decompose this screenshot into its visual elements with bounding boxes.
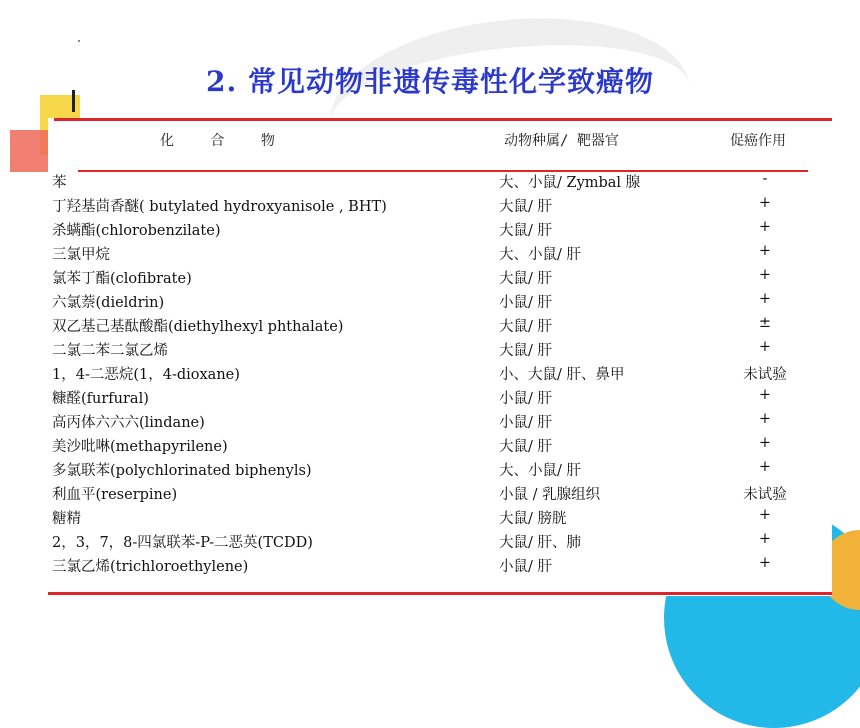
effect-cell: 未试验 bbox=[743, 367, 787, 383]
decorative-dot bbox=[78, 40, 80, 42]
table-row bbox=[52, 504, 832, 528]
effect-cell: + bbox=[758, 387, 772, 403]
effect-cell: + bbox=[758, 219, 772, 235]
compound-cell: 二氯二苯二氯乙烯 bbox=[52, 343, 168, 359]
compound-cell: 2，3，7，8-四氯联苯-P-二恶英(TCDD) bbox=[52, 535, 313, 551]
table-top-rule bbox=[54, 118, 832, 121]
compound-cell: 双乙基己基酞酸酯(diethylhexyl phthalate) bbox=[52, 319, 344, 335]
effect-cell: + bbox=[758, 267, 772, 283]
effect-cell: + bbox=[758, 459, 772, 475]
slide-title: 2. 常见动物非遗传毒性化学致癌物 bbox=[206, 65, 654, 98]
compound-cell: 糖精 bbox=[52, 511, 81, 527]
species-cell: 大、小鼠/ 肝 bbox=[499, 247, 581, 263]
table-row bbox=[52, 432, 832, 456]
table-row bbox=[52, 264, 832, 288]
species-cell: 大鼠/ 肝 bbox=[499, 271, 552, 287]
species-cell: 大鼠/ 膀胱 bbox=[499, 511, 567, 527]
effect-cell: + bbox=[758, 243, 772, 259]
table-row bbox=[52, 384, 832, 408]
effect-cell: ± bbox=[758, 315, 772, 331]
compound-cell: 六氯萘(dieldrin) bbox=[52, 295, 165, 311]
compound-cell: 三氯乙烯(trichloroethylene) bbox=[52, 559, 249, 575]
compound-cell: 三氯甲烷 bbox=[52, 247, 110, 263]
header-compound: 化 合 物 bbox=[160, 133, 289, 149]
species-cell: 小、大鼠/ 肝、鼻甲 bbox=[499, 367, 625, 383]
table-row bbox=[52, 408, 832, 432]
table-row bbox=[52, 336, 832, 360]
effect-cell: + bbox=[758, 435, 772, 451]
table-row bbox=[52, 216, 832, 240]
table-row bbox=[52, 456, 832, 480]
species-cell: 小鼠 / 乳腺组织 bbox=[499, 487, 601, 503]
effect-cell: - bbox=[762, 171, 768, 187]
compound-cell: 糠醛(furfural) bbox=[52, 391, 149, 407]
compound-cell: 杀螨酯(chlorobenzilate) bbox=[52, 223, 221, 239]
species-cell: 大鼠/ 肝 bbox=[499, 223, 552, 239]
compound-cell: 丁羟基茴香醚( butylated hydroxyanisole , BHT) bbox=[52, 199, 387, 215]
table-row bbox=[52, 288, 832, 312]
table-row bbox=[52, 312, 832, 336]
species-cell: 大、小鼠/ Zymbal 腺 bbox=[499, 175, 641, 191]
compound-cell: 氯苯丁酯(clofibrate) bbox=[52, 271, 192, 287]
species-cell: 大鼠/ 肝 bbox=[499, 343, 552, 359]
species-cell: 大鼠/ 肝 bbox=[499, 199, 552, 215]
table-row bbox=[52, 528, 832, 552]
compound-cell: 美沙吡啉(methapyrilene) bbox=[52, 439, 228, 455]
compound-cell: 利血平(reserpine) bbox=[52, 487, 178, 503]
table-body bbox=[52, 168, 832, 576]
compound-cell: 多氯联苯(polychlorinated biphenyls) bbox=[52, 463, 312, 479]
table-row bbox=[52, 240, 832, 264]
effect-cell: + bbox=[758, 555, 772, 571]
table-row bbox=[52, 360, 832, 384]
effect-cell: + bbox=[758, 339, 772, 355]
compound-cell: 1，4-二恶烷(1，4-dioxane) bbox=[52, 367, 240, 383]
header-species: 动物种属/ 靶器官 bbox=[504, 133, 619, 149]
species-cell: 大、小鼠/ 肝 bbox=[499, 463, 581, 479]
effect-cell: + bbox=[758, 195, 772, 211]
species-cell: 小鼠/ 肝 bbox=[499, 391, 552, 407]
species-cell: 大鼠/ 肝 bbox=[499, 439, 552, 455]
compound-cell: 高丙体六六六(lindane) bbox=[52, 415, 205, 431]
table-bottom-rule bbox=[48, 592, 832, 595]
species-cell: 小鼠/ 肝 bbox=[499, 295, 552, 311]
species-cell: 大鼠/ 肝 bbox=[499, 319, 552, 335]
effect-cell: + bbox=[758, 411, 772, 427]
table-row bbox=[52, 168, 832, 192]
species-cell: 大鼠/ 肝、肺 bbox=[499, 535, 581, 551]
table-row bbox=[52, 480, 832, 504]
table-row bbox=[52, 192, 832, 216]
species-cell: 小鼠/ 肝 bbox=[499, 415, 552, 431]
effect-cell: + bbox=[758, 507, 772, 523]
effect-cell: + bbox=[758, 531, 772, 547]
effect-cell: + bbox=[758, 291, 772, 307]
species-cell: 小鼠/ 肝 bbox=[499, 559, 552, 575]
header-effect: 促癌作用 bbox=[730, 133, 786, 149]
compound-cell: 苯 bbox=[52, 175, 67, 191]
effect-cell: 未试验 bbox=[743, 487, 787, 503]
table-row bbox=[52, 552, 832, 576]
